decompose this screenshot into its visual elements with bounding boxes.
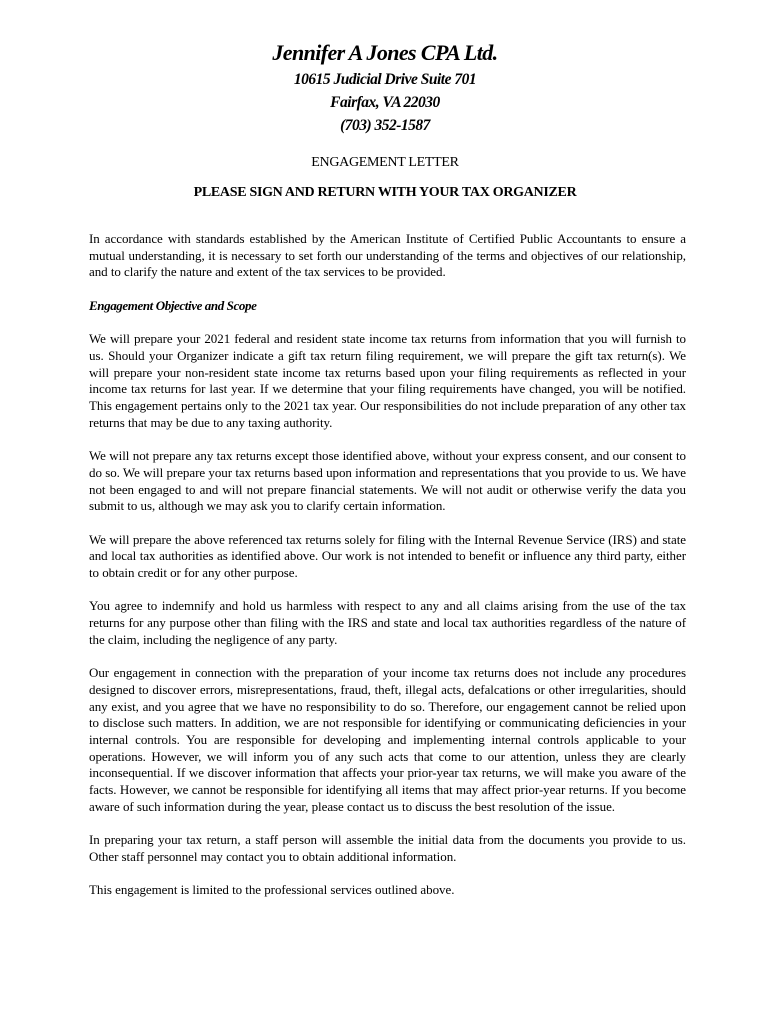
firm-address-street: 10615 Judicial Drive Suite 701	[293, 71, 477, 88]
body-paragraph: We will not prepare any tax returns except those identified above, without your express consent, and our consent to do so. We will prepare your tax returns based upon information and representations that you provide to us. We have not been engaged to and will not prepare financial statements. We will not audit or otherwise verify the data you submit to us, although we may ask you to clarify certain information.	[89, 448, 686, 514]
firm-name: Jennifer A Jones CPA Ltd.	[272, 40, 498, 65]
firm-address-city: Fairfax, VA 22030	[330, 94, 440, 111]
body-paragraph: Our engagement in connection with the preparation of your income tax returns does not include any procedures designed to discover errors, misrepresentations, fraud, theft, illegal acts, defalcations or other irregularities, should any exist, and you agree that we have no responsibility to do so. Therefore, our engagement cannot be relied upon to disclose such matters. In addition, we are not responsible for identifying or communicating deficiencies in your internal controls. You are responsible for developing and implementing internal controls applicable to your operations. However, we will inform you of any such acts that come to our attention, unless they are clearly inconsequential. If we discover information that affects your prior-year tax returns, we will make you aware of the facts. However, we cannot be responsible for identifying all items that may affect prior-year returns. If you become aware of such information during the year, please contact us to discuss the best resolution of the issue.	[89, 665, 686, 814]
sign-instruction: PLEASE SIGN AND RETURN WITH YOUR TAX ORGANIZER	[193, 185, 577, 200]
firm-phone: (703) 352-1587	[340, 117, 430, 134]
body-paragraph: This engagement is limited to the professional services outlined above.	[89, 882, 455, 898]
intro-paragraph: In accordance with standards established by the American Institute of Certified Public Accountants to ensure a mutual understanding, it is necessary to set forth our understanding of the terms and objectives of our relationship, and to clarify the nature and extent of the tax services to be provided.	[89, 231, 686, 280]
document-title: ENGAGEMENT LETTER	[311, 155, 459, 170]
letter-body	[89, 231, 686, 916]
body-paragraph: We will prepare the above referenced tax returns solely for filing with the Internal Revenue Service (IRS) and state and local tax authorities as identified above. Our work is not intended to benefit or influence any third party, either to obtain credit or for any other purpose.	[89, 531, 686, 580]
body-paragraph: We will prepare your 2021 federal and resident state income tax returns from information that you will furnish to us. Should your Organizer indicate a gift tax return filing requirement, we will prepare the gift tax return(s). We will prepare your non-resident state income tax returns based upon your filing requirements as reflected in your income tax returns for last year. If we determine that your filing requirements have changed, you will be notified. This engagement pertains only to the 2021 tax year. Our responsibilities do not include preparation of any other tax returns that may be due to any taxing authority.	[89, 331, 686, 430]
body-paragraph: In preparing your tax return, a staff person will assemble the initial data from the documents you provide to us. Other staff personnel may contact you to obtain additional information.	[89, 832, 686, 864]
section-title: Engagement Objective and Scope	[89, 297, 257, 313]
body-paragraph: You agree to indemnify and hold us harmless with respect to any and all claims arising from the use of the tax returns for any purpose other than filing with the IRS and state and local tax authorities regardless of the nature of the claim, including the negligence of any party.	[89, 598, 686, 647]
